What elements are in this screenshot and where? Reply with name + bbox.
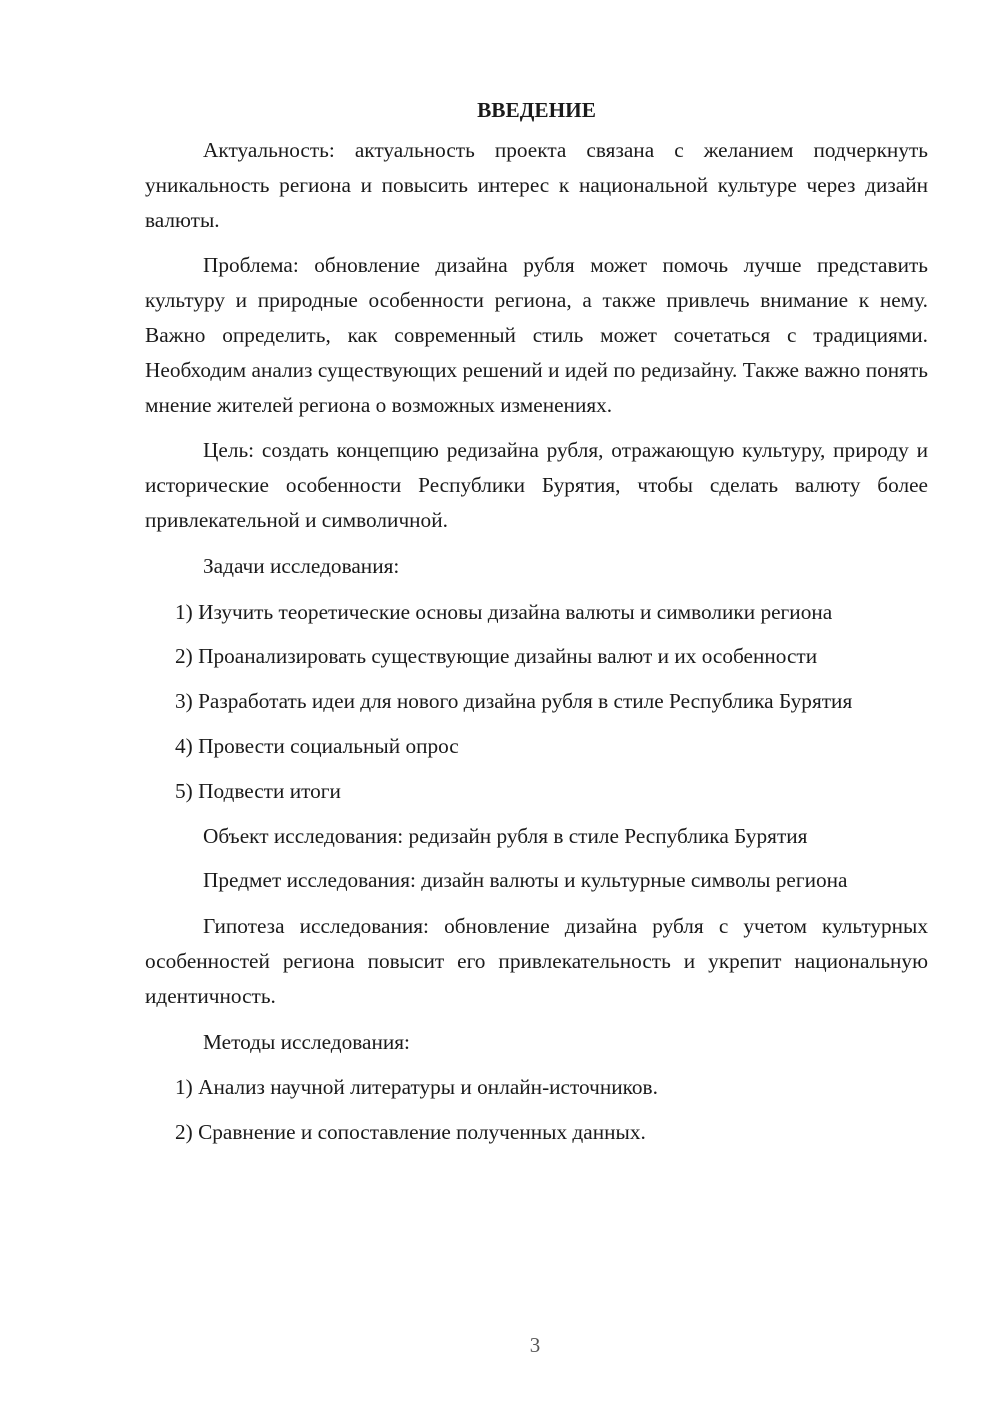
page-number: 3 <box>529 1333 541 1357</box>
problem-paragraph: Проблема: обновление дизайна рубля может помочь лучше представить культуру и природные особенности региона, а также привлечь внимание к нему. Важно определить, как современный стиль может сочетаться с традициями. Необходим анализ существующих решений и идей по редизайну. Также важно понять мнение жителей региона о возможных изменениях. <box>145 253 928 417</box>
relevance-paragraph: Актуальность: актуальность проекта связана с желанием подчеркнуть уникальность региона и повысить интерес к национальной культуре через дизайн валюты. <box>145 138 928 232</box>
tasks-heading: Задачи исследования: <box>203 553 400 578</box>
subject-paragraph: Предмет исследования: дизайн валюты и культурные символы региона <box>203 868 848 893</box>
document-title: ВВЕДЕНИЕ <box>477 98 596 122</box>
task-item: 3) Разработать идеи для нового дизайна рубля в стиле Республика Бурятия <box>175 689 853 714</box>
method-item: 1) Анализ научной литературы и онлайн-источников. <box>175 1075 658 1100</box>
goal-paragraph: Цель: создать концепцию редизайна рубля, отражающую культуру, природу и исторические особенности Республики Бурятия, чтобы сделать валюту более привлекательной и символичной. <box>145 438 928 532</box>
task-item: 5) Подвести итоги <box>175 778 341 803</box>
hypothesis-paragraph: Гипотеза исследования: обновление дизайна рубля с учетом культурных особенностей региона повысит его привлекательность и укрепит национальную идентичность. <box>145 914 928 1008</box>
document-page <box>145 96 928 1160</box>
methods-heading: Методы исследования: <box>203 1029 410 1054</box>
task-item: 1) Изучить теоретические основы дизайна валюты и символики региона <box>175 599 833 624</box>
task-item: 4) Провести социальный опрос <box>175 733 459 758</box>
method-item: 2) Сравнение и сопоставление полученных данных. <box>175 1120 646 1145</box>
task-item: 2) Проанализировать существующие дизайны валют и их особенности <box>175 644 818 669</box>
object-paragraph: Объект исследования: редизайн рубля в стиле Республика Бурятия <box>203 823 808 848</box>
